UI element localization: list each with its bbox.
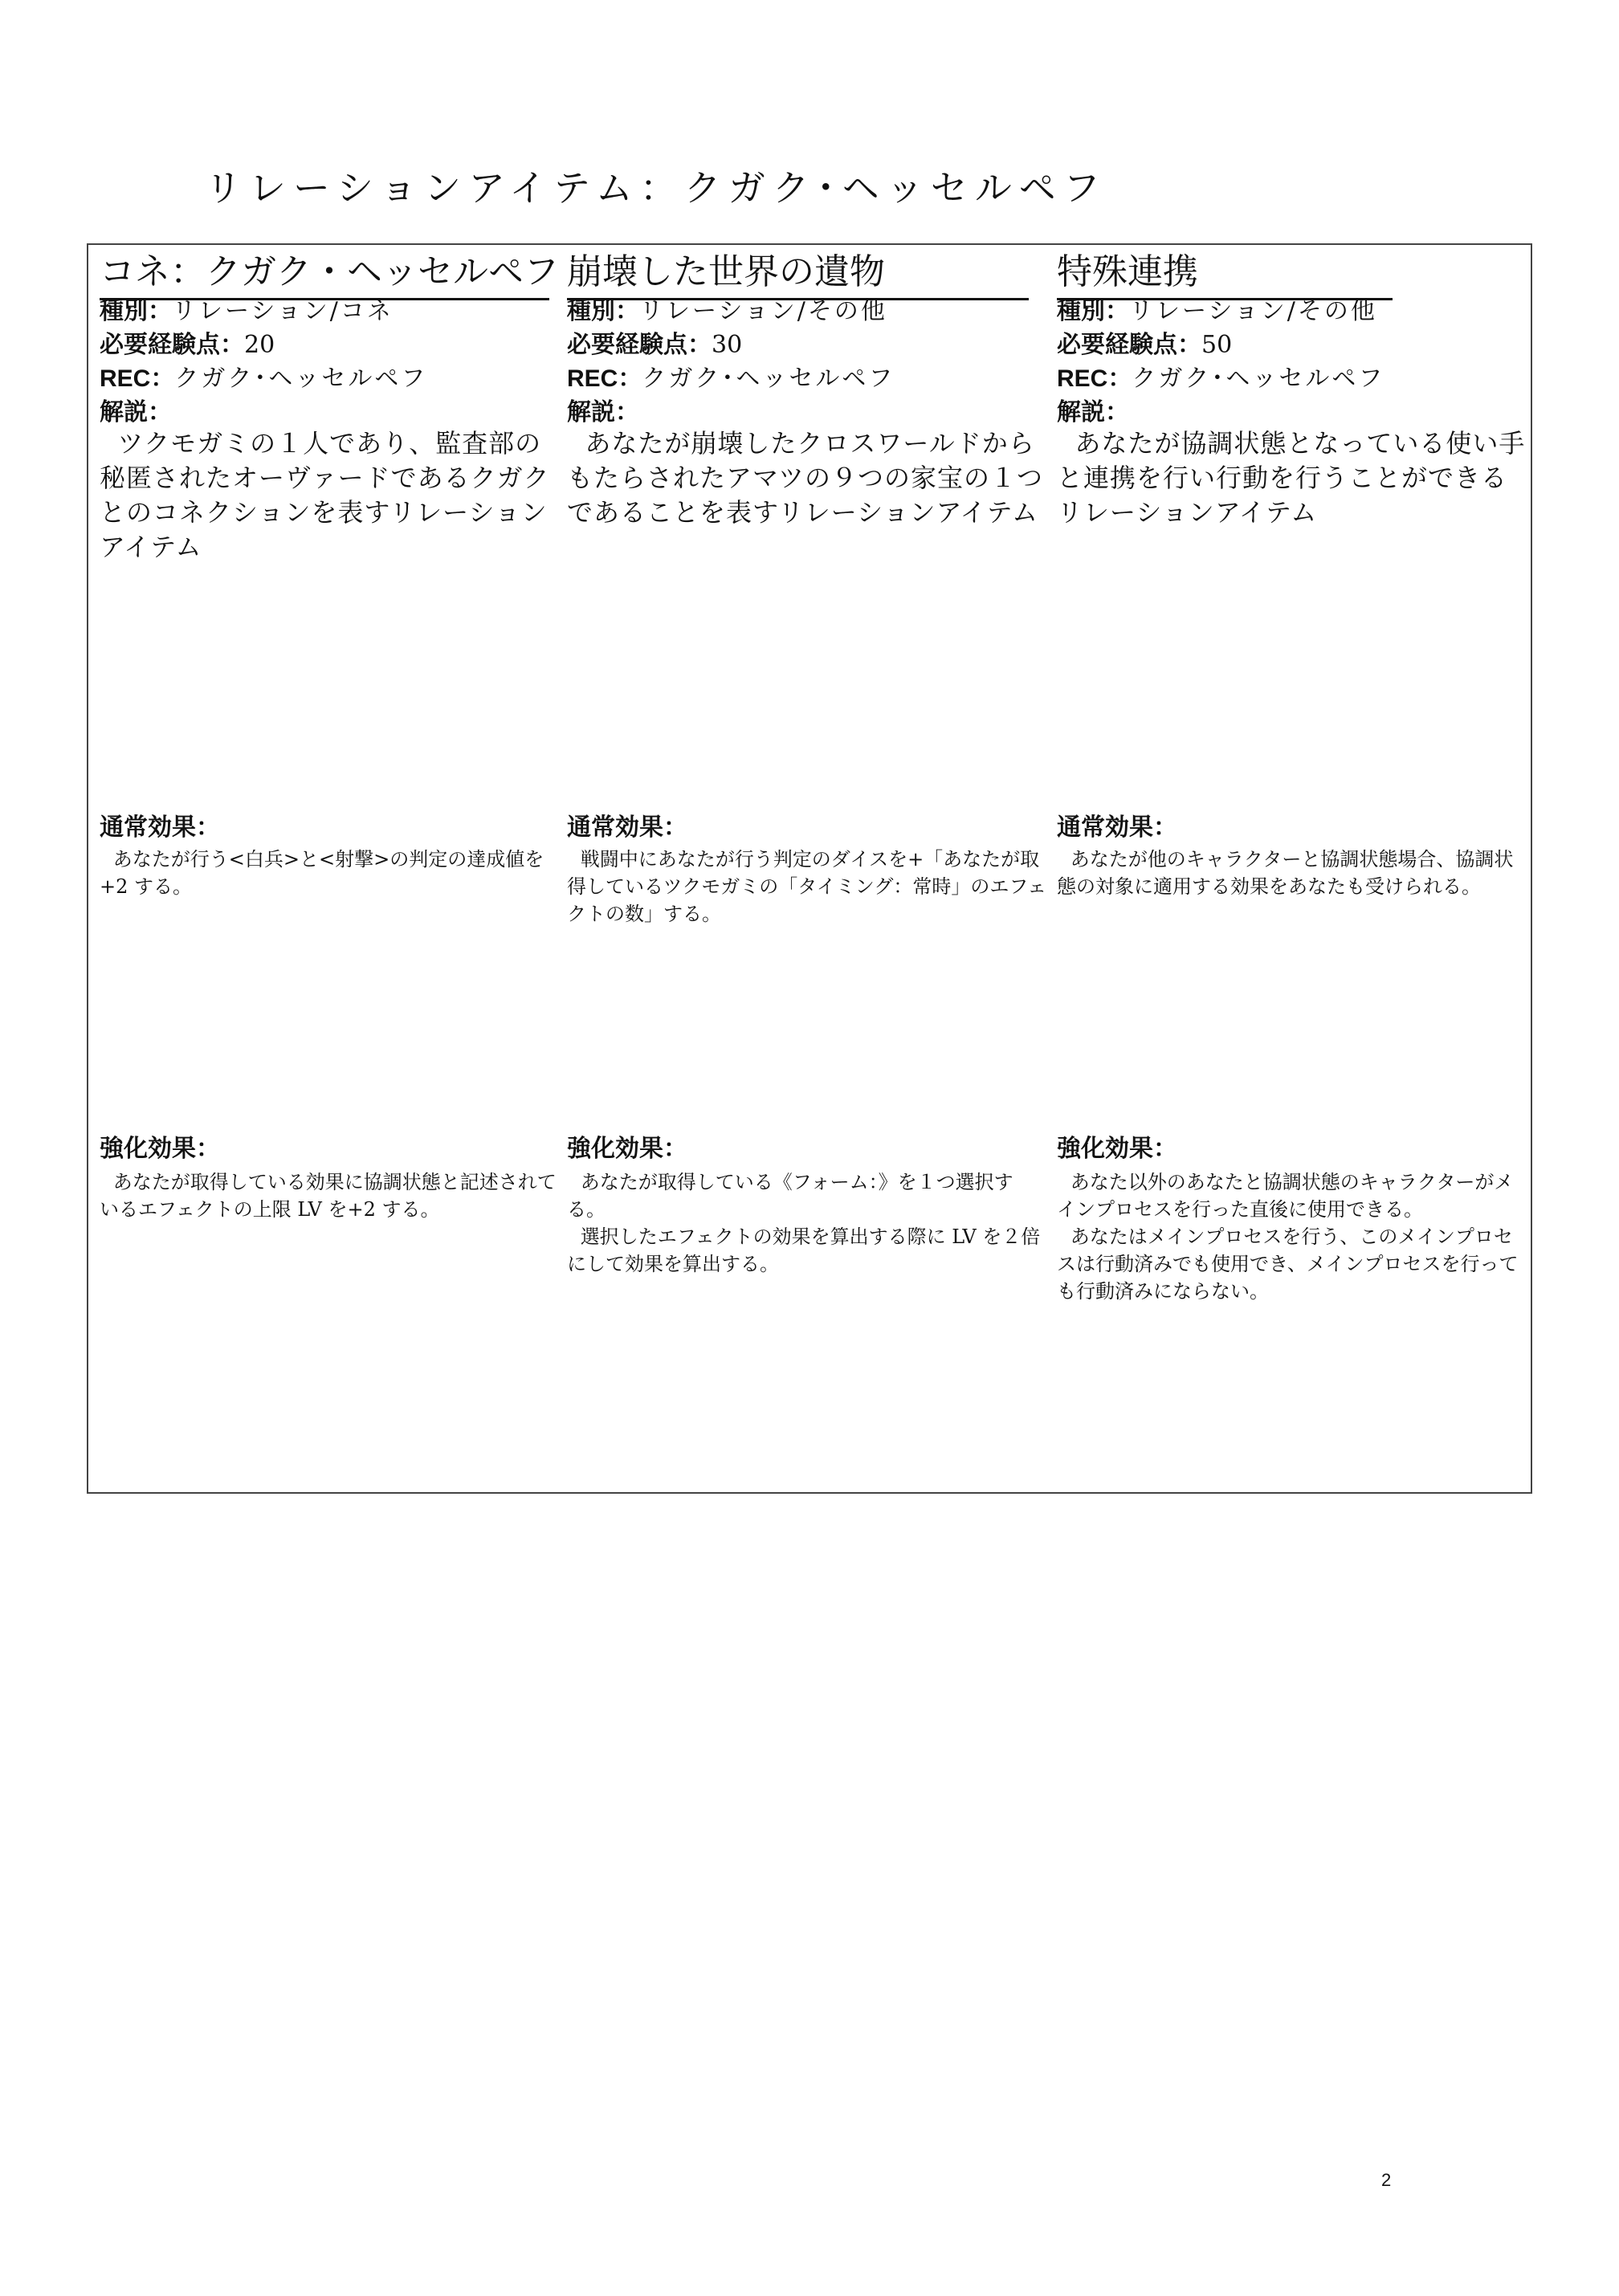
type-label: 種別： [100, 298, 172, 324]
effect-paragraph: あなたが取得している効果に協調状態と記述されているエフェクトの上限 LV を+2 する。 [100, 1171, 557, 1221]
relation-item-table [87, 243, 1532, 1494]
effect-paragraph: あなた以外のあなたと協調状態のキャラクターがメインプロセスを行った直後に使用できる。 [1057, 1171, 1514, 1221]
normal-effect-label: 通常効果： [1057, 814, 1177, 841]
normal-effect-text [100, 846, 559, 900]
item-meta [567, 295, 895, 430]
effect-paragraph: あなたが他のキャラクターと協調状態場合、協調状態の対象に適用する効果をあなたも受けられる。 [1057, 848, 1514, 898]
exp-label: 必要経験点： [100, 332, 244, 358]
description-label: 解説： [1057, 399, 1129, 426]
rec-label: REC： [567, 365, 642, 392]
item-name: 特殊連携 [1057, 248, 1393, 300]
item-desc-row [1057, 396, 1385, 430]
rec-value: クガク･ヘッセルペフ [174, 365, 428, 393]
rec-value: クガク･ヘッセルペフ [1132, 365, 1385, 393]
exp-value: 20 [244, 331, 275, 359]
effect-paragraph: 戦闘中にあなたが行う判定のダイスを+「あなたが取得しているツクモガミの「タイミング：常時」のエフェクトの数」する。 [567, 848, 1047, 925]
boost-effect-text [1057, 1168, 1526, 1305]
rec-label: REC： [100, 365, 175, 392]
boost-effect-label: 強化効果： [567, 1136, 687, 1162]
exp-value: 50 [1201, 331, 1233, 359]
effect-paragraph: あなたが取得している《フォーム：》を１つ選択する。 [567, 1171, 1013, 1221]
page-title: リレーションアイテム：クガク･ヘッセルペフ [205, 166, 1107, 210]
item-column-3 [1057, 245, 1526, 1492]
normal-effect-text [1057, 846, 1526, 900]
item-rec-row [1057, 362, 1385, 396]
boost-effect-text [100, 1168, 559, 1223]
type-label: 種別： [567, 298, 639, 324]
item-meta [1057, 295, 1385, 430]
rec-label: REC： [1057, 365, 1132, 392]
normal-effect-text [567, 846, 1049, 928]
normal-effect-label: 通常効果： [567, 814, 687, 841]
effect-paragraph: あなたはメインプロセスを行う、このメインプロセスは行動済みでも使用でき、メインプロセスを行っても行動済みにならない。 [1057, 1225, 1519, 1303]
item-name: 崩壊した世界の遺物 [567, 248, 1029, 300]
type-label: 種別： [1057, 298, 1129, 324]
type-value: リレーション/コネ [172, 297, 394, 325]
boost-effect-label: 強化効果： [1057, 1136, 1177, 1162]
page-number: 2 [1381, 2170, 1392, 2190]
item-type-row [567, 295, 895, 328]
item-type-row [100, 295, 427, 328]
item-description: ツクモガミの１人であり、監査部の秘匿されたオーヴァードであるクガクとのコネクションを表すリレーションアイテム [100, 428, 550, 562]
rec-value: クガク･ヘッセルペフ [642, 365, 895, 393]
type-value: リレーション/その他 [1129, 297, 1377, 325]
item-description: あなたが崩壊したクロスワールドからもたらされたアマツの９つの家宝の１つであることを表すリレーションアイテム [567, 428, 1044, 528]
description-label: 解説： [567, 399, 639, 426]
item-rec-row [567, 362, 895, 396]
item-column-1 [100, 245, 559, 1492]
item-exp-row [567, 328, 895, 362]
exp-value: 30 [712, 331, 743, 359]
boost-effect-text [567, 1168, 1049, 1278]
item-description: あなたが協調状態となっている使い手と連携を行い行動を行うことができるリレーションアイテム [1057, 428, 1526, 528]
exp-label: 必要経験点： [1057, 332, 1201, 358]
effect-paragraph: あなたが行う<白兵>と<射撃>の判定の達成値を+2 する。 [100, 848, 544, 898]
item-column-2 [567, 245, 1049, 1492]
item-desc-row [567, 396, 895, 430]
item-rec-row [100, 362, 427, 396]
type-value: リレーション/その他 [639, 297, 887, 325]
effect-paragraph: 選択したエフェクトの効果を算出する際に LV を２倍にして効果を算出する。 [567, 1225, 1041, 1275]
boost-effect-label: 強化効果： [100, 1136, 220, 1162]
normal-effect-label: 通常効果： [100, 814, 220, 841]
item-desc-row [100, 396, 427, 430]
item-type-row [1057, 295, 1385, 328]
item-exp-row [1057, 328, 1385, 362]
exp-label: 必要経験点： [567, 332, 712, 358]
description-label: 解説： [100, 399, 172, 426]
item-name: コネ：クガク・ヘッセルペフ [100, 248, 549, 300]
item-exp-row [100, 328, 427, 362]
item-meta [100, 295, 427, 430]
